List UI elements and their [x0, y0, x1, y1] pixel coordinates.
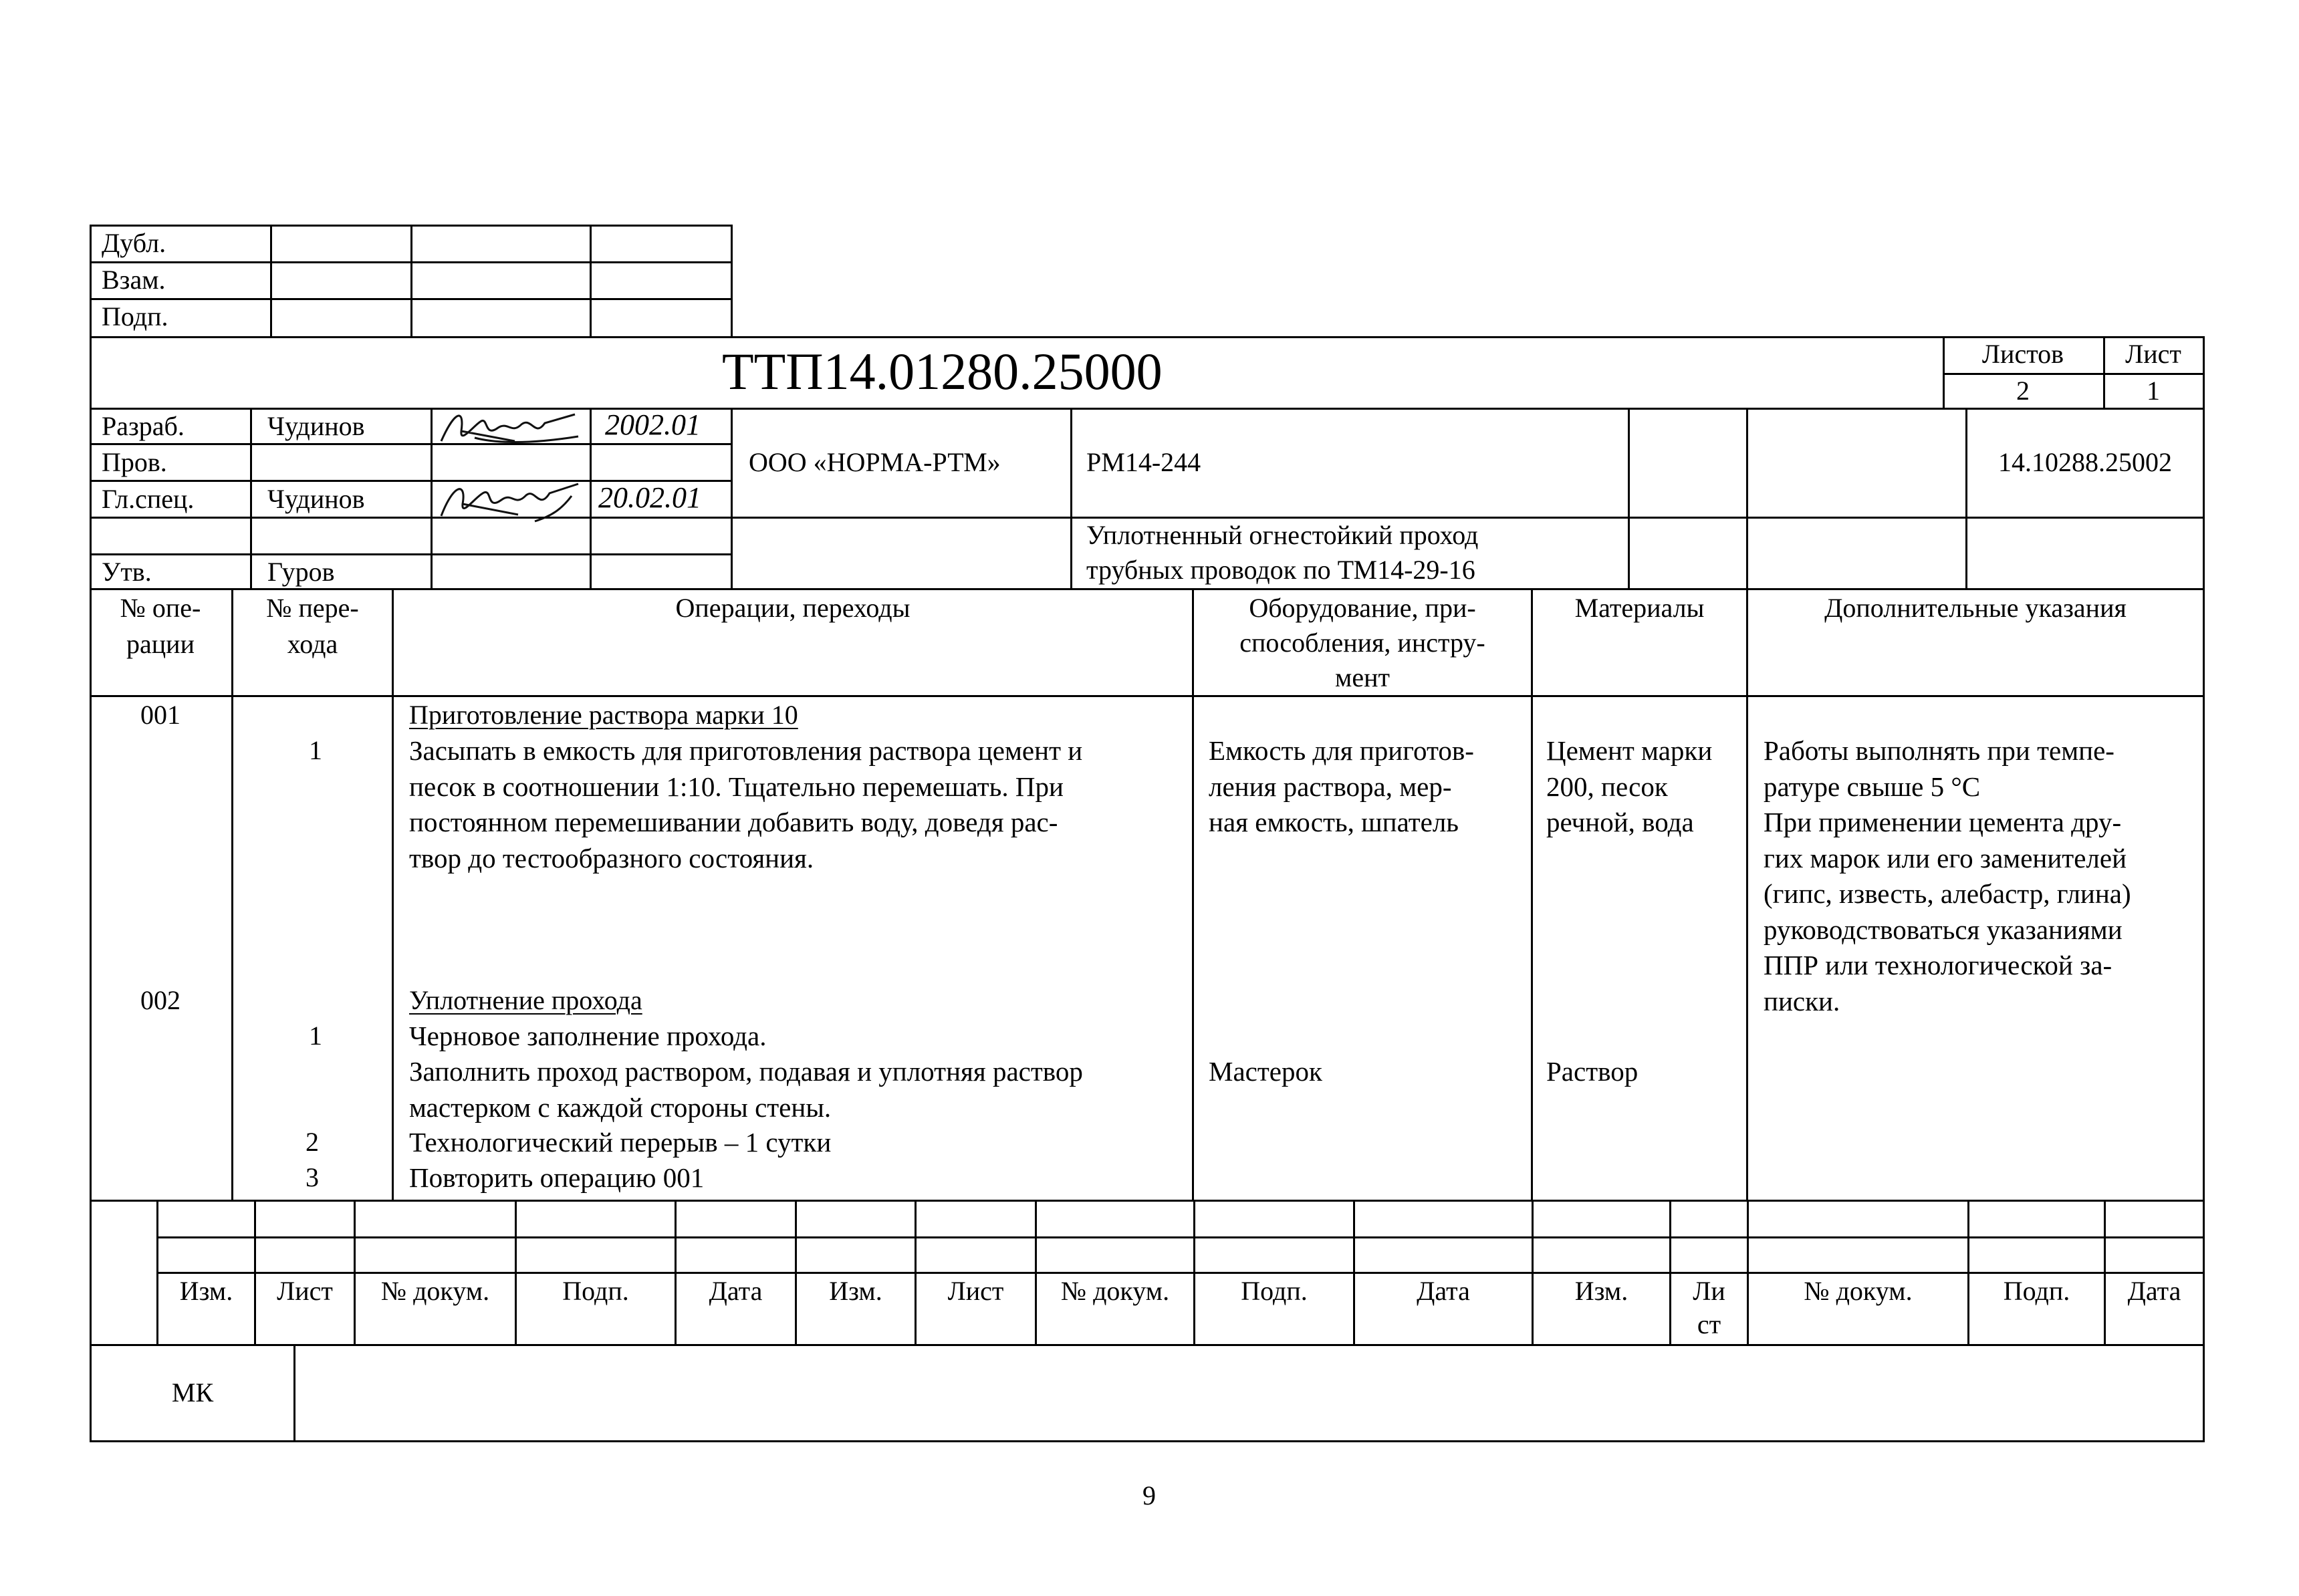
op2-materials: Раствор: [1546, 1056, 1639, 1087]
rev-podp-a: Подп.: [562, 1276, 629, 1306]
rev-list-b: Лист: [947, 1276, 1004, 1306]
signature-razrab: [435, 404, 588, 451]
signature-glspec: [435, 476, 588, 526]
podp-label: Подп.: [102, 301, 168, 331]
op2-transition1-text: Заполнить проход раствором, подавая и уплотняя раствор мастерком с каждой стороны стены.: [409, 1056, 1083, 1123]
rev-izm-a: Изм.: [179, 1276, 233, 1306]
col-notes: Дополнительные указания: [1824, 593, 2127, 623]
rev-izm-c: Изм.: [1574, 1276, 1628, 1306]
razrab-name: Чудинов: [267, 411, 365, 441]
prov-label: Пров.: [102, 447, 167, 477]
col-op-no-2: рации: [126, 629, 195, 659]
doc-title-line1: Уплотненный огнестойкий проход: [1086, 520, 1479, 550]
op2-number: 002: [140, 985, 180, 1015]
razrab-date: 2002.01: [605, 408, 701, 441]
vzam-label: Взам.: [102, 265, 166, 295]
glspec-name: Чудинов: [267, 484, 365, 514]
rev-list-c-2: ст: [1697, 1309, 1721, 1339]
op2-transition1-head: Черновое заполнение прохода.: [409, 1021, 767, 1051]
document-number: ТТП14.01280.25000: [722, 342, 1163, 400]
listov-value: 2: [2016, 376, 2030, 406]
op1-materials: Цемент марки 200, песок речной, вода: [1546, 735, 1713, 837]
op1-number: 001: [140, 700, 180, 730]
listov-label: Листов: [1981, 339, 2064, 369]
op1-title: Приготовление раствора марки 10: [409, 700, 798, 730]
utv-name: Гуров: [267, 557, 335, 587]
list-value: 1: [2147, 376, 2160, 406]
rev-list-a: Лист: [277, 1276, 333, 1306]
op2-transition2-text: Технологический перерыв – 1 сутки: [409, 1127, 832, 1158]
col-equip-2: способления, инстру-: [1239, 628, 1485, 658]
additional-notes: Работы выполнять при темпе- ратуре свыше 5 °С При применении цемента дру- гих марок или его заменителей (гипс, известь, алебастр, глина) руководствоваться указаниями ППР или технологической за- писки.: [1764, 735, 2131, 1017]
glspec-label: Гл.спец.: [102, 484, 195, 514]
list-label: Лист: [2125, 339, 2181, 369]
col-equip-1: Оборудование, при-: [1249, 593, 1476, 623]
rev-dok-b: № докум.: [1060, 1276, 1170, 1306]
col-operations: Операции, переходы: [675, 593, 911, 623]
rm-code: РМ14-244: [1086, 447, 1201, 477]
col-materials: Материалы: [1574, 593, 1705, 623]
op1-equipment: Емкость для приготов- ления раствора, мер- ная емкость, шпатель: [1209, 735, 1474, 837]
rev-dok-c: № докум.: [1804, 1276, 1913, 1306]
col-equip-3: мент: [1335, 662, 1390, 692]
page-number: 9: [1142, 1480, 1156, 1510]
rev-data-b: Дата: [1417, 1276, 1470, 1306]
razrab-label: Разраб.: [102, 411, 185, 441]
col-tr-no-2: хода: [287, 629, 338, 659]
op2-transition3-text: Повторить операцию 001: [409, 1162, 705, 1193]
op2-equipment: Мастерок: [1209, 1056, 1322, 1087]
utv-label: Утв.: [102, 557, 152, 587]
rev-izm-b: Изм.: [829, 1276, 882, 1306]
rev-data-c: Дата: [2127, 1276, 2181, 1306]
col-op-no-1: № опе-: [120, 593, 201, 623]
op2-transition3-no: 3: [306, 1162, 319, 1192]
glspec-date: 20.02.01: [598, 481, 701, 514]
rev-data-a: Дата: [709, 1276, 763, 1306]
op2-transition2-no: 2: [306, 1127, 319, 1157]
op2-title: Уплотнение прохода: [409, 985, 642, 1015]
op2-transition1-no: 1: [309, 1021, 322, 1051]
col-tr-no-1: № пере-: [266, 593, 359, 623]
company-name: ООО «НОРМА-РТМ»: [749, 447, 1001, 477]
dubl-label: Дубл.: [102, 228, 166, 258]
rev-list-c-1: Ли: [1693, 1276, 1725, 1306]
doc-title-line2: трубных проводок по ТМ14-29-16: [1086, 555, 1475, 585]
op1-transition-no: 1: [309, 735, 322, 765]
rev-podp-b: Подп.: [1241, 1276, 1308, 1306]
document-code: 14.10288.25002: [1998, 447, 2172, 477]
rev-dok-a: № докум.: [380, 1276, 490, 1306]
rev-podp-c: Подп.: [2003, 1276, 2070, 1306]
op1-transition-text: Засыпать в емкость для приготовления раствора цемент и песок в соотношении 1:10. Тщательно перемешать. При постоянном перемешивании добавить воду, доведя рас- твор до тестообразного состояния.: [409, 735, 1083, 874]
mk-label: МК: [171, 1377, 214, 1408]
